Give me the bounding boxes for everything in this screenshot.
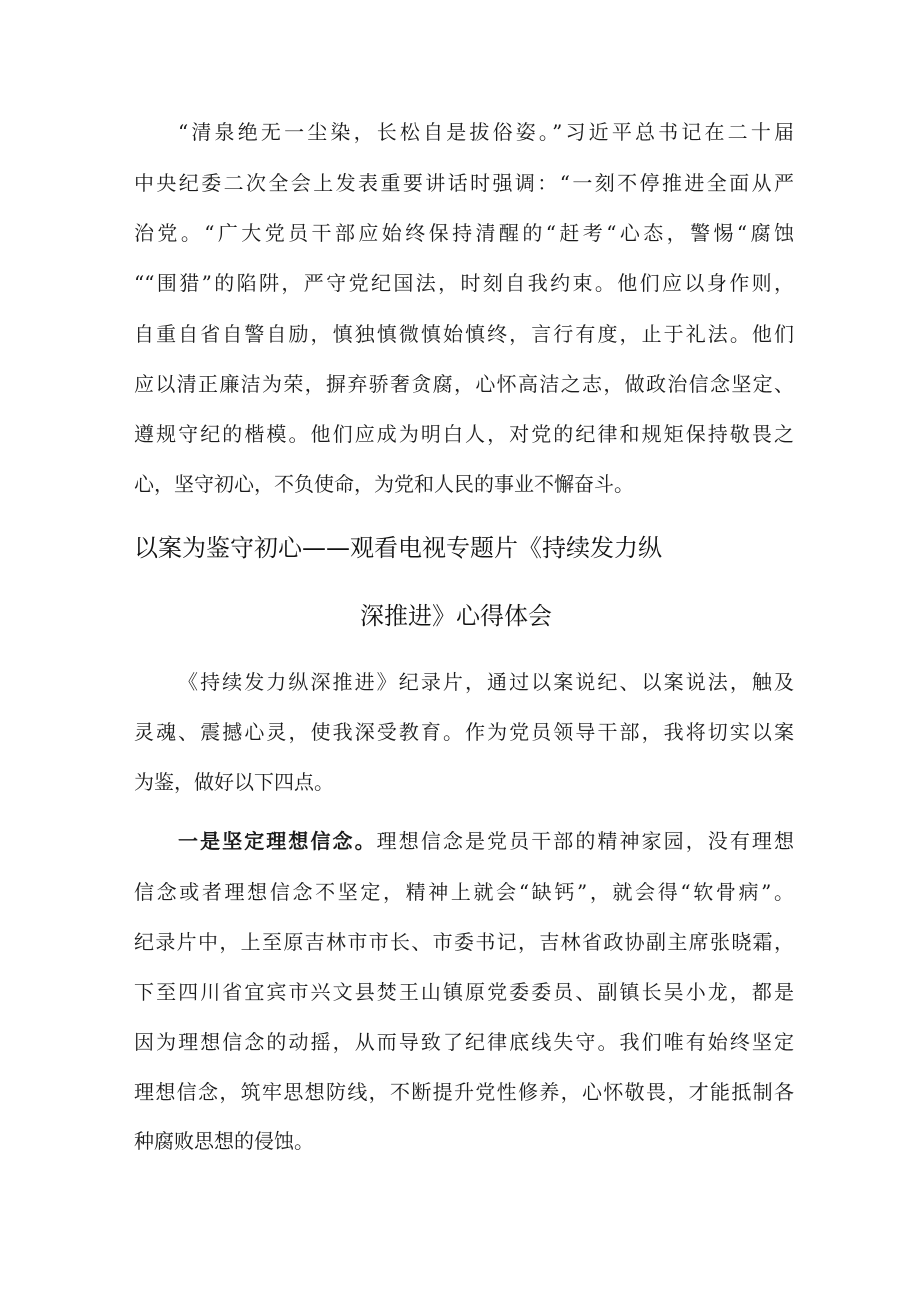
point-heading: 一是坚定理想信念。 bbox=[178, 829, 377, 853]
text-line: 信念或者理想信念不坚定，精神上就会“缺钙”，就会得“软骨病”。 bbox=[134, 880, 794, 904]
text-line: 纪录片中，上至原吉林市市长、市委书记，吉林省政协副主席张晓霜， bbox=[134, 930, 794, 954]
text-line: 心，坚守初心，不负使命，为党和人民的事业不懈奋斗。 bbox=[134, 472, 634, 496]
text-line: 自重自省自警自励，慎独慎微慎始慎终，言行有度，止于礼法。他们 bbox=[134, 322, 794, 346]
text-line: 因为理想信念的动摇，从而导致了纪律底线失守。我们唯有始终坚定 bbox=[134, 1030, 794, 1054]
text-line: 遵规守纪的楷模。他们应成为明白人，对党的纪律和规矩保持敬畏之 bbox=[134, 422, 794, 446]
article-title-line-2: 深推进》心得体会 bbox=[360, 602, 552, 630]
text-line: 治党。“广大党员干部应始终保持清醒的“赶考“心态，警惕“腐蚀 bbox=[134, 221, 794, 245]
text-line: 为鉴，做好以下四点。 bbox=[134, 770, 334, 794]
text-line: 灵魂、震撼心灵，使我深受教育。作为党员领导干部，我将切实以案 bbox=[134, 720, 794, 744]
text-line: 理想信念，筑牢思想防线，不断提升党性修养，心怀敬畏，才能抵制各 bbox=[134, 1080, 794, 1104]
text-line: 中央纪委二次全会上发表重要讲话时强调：“一刻不停推进全面从严 bbox=[134, 171, 794, 195]
point-text: 理想信念是党员干部的精神家园，没有理想 bbox=[376, 829, 795, 853]
article-title-line-1: 以案为鉴守初心——观看电视专题片《持续发力纵 bbox=[134, 534, 662, 562]
text-line: 下至四川省宜宾市兴文县焚王山镇原党委委员、副镇长吴小龙，都是 bbox=[134, 980, 794, 1004]
text-line: “清泉绝无一尘染，长松自是拔俗姿。”习近平总书记在二十届 bbox=[178, 120, 794, 144]
text-line: 种腐败思想的侵蚀。 bbox=[134, 1129, 314, 1153]
text-line: 《持续发力纵深推进》纪录片，通过以案说纪、以案说法，触及 bbox=[178, 670, 794, 694]
text-line: ““围猎”的陷阱，严守党纪国法，时刻自我约束。他们应以身作则， bbox=[134, 271, 794, 295]
text-line: 应以清正廉洁为荣，摒弃骄奢贪腐，心怀高洁之志，做政治信念坚定、 bbox=[134, 372, 794, 396]
text-line bbox=[178, 828, 794, 854]
